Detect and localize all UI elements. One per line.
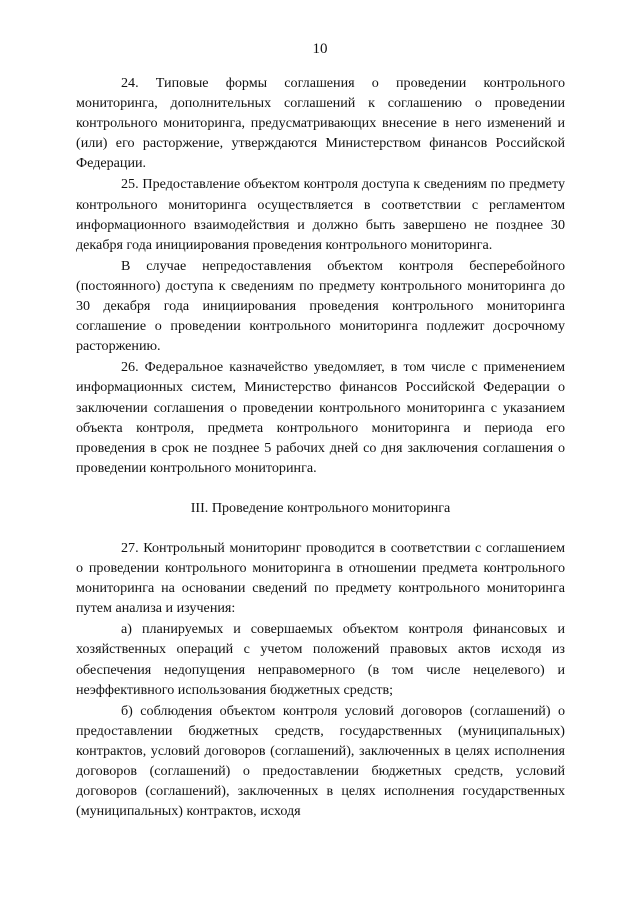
paragraph-25: 25. Предоставление объектом контроля доступа к сведениям по предмету контрольного мониторинга осуществляется в соответствии с регламентом информационного взаимодействия и должно быть завершено не позднее 30 декабря года инициирования проведения контрольного мониторинга.	[76, 176, 565, 253]
paragraph-24: 24. Типовые формы соглашения о проведении контрольного мониторинга, дополнительных соглашений к соглашению о проведении контрольного мониторинга, предусматривающих внесение в него изменений и (или) его расторжение, утверждаются Министерством финансов Российской Федерации.	[76, 75, 565, 172]
paragraph-25-continuation: В случае непредоставления объектом контроля бесперебойного (постоянного) доступа к сведениям по предмету контрольного мониторинга до 30 декабря года инициирования проведения контрольного мониторинга соглашение о проведении контрольного мониторинга подлежит досрочному расторжению.	[76, 257, 565, 355]
section-heading: III. Проведение контрольного мониторинга	[190, 499, 451, 516]
paragraph-27-item-b: б) соблюдения объектом контроля условий договоров (соглашений) о предоставлении бюджетных средств, государственных (муниципальных) контрактов, условий договоров (соглашений), заключенных в целях исполнения договоров (соглашений) о предоставлении бюджетных средств, условий договоров (соглашений), заключенных в целях исполнения государственных (муниципальных) контрактов, исходя	[76, 702, 565, 820]
paragraph-27: 27. Контрольный мониторинг проводится в соответствии с соглашением о проведении контрольного мониторинга в отношении предмета контрольного мониторинга на основании сведений по предмету контрольного мониторинга путем анализа и изучения:	[76, 539, 565, 617]
paragraph-26: 26. Федеральное казначейство уведомляет, в том числе с применением информационных систем, Министерство финансов Российской Федерации о заключении соглашения о проведении контрольного мониторинга с указанием объекта контроля, предмета контрольного мониторинга и периода его проведения в срок не позднее 5 рабочих дней со дня заключения соглашения о проведении контрольного мониторинга.	[76, 359, 565, 476]
page-number: 10	[312, 41, 328, 57]
document-body	[76, 73, 565, 821]
paragraph-27-item-a: а) планируемых и совершаемых объектом контроля финансовых и хозяйственных операций с учетом положений правовых актов исходя из обеспечения недопущения неправомерного (в том числе нецелевого) и неэффективного использования бюджетных средств;	[76, 621, 565, 698]
